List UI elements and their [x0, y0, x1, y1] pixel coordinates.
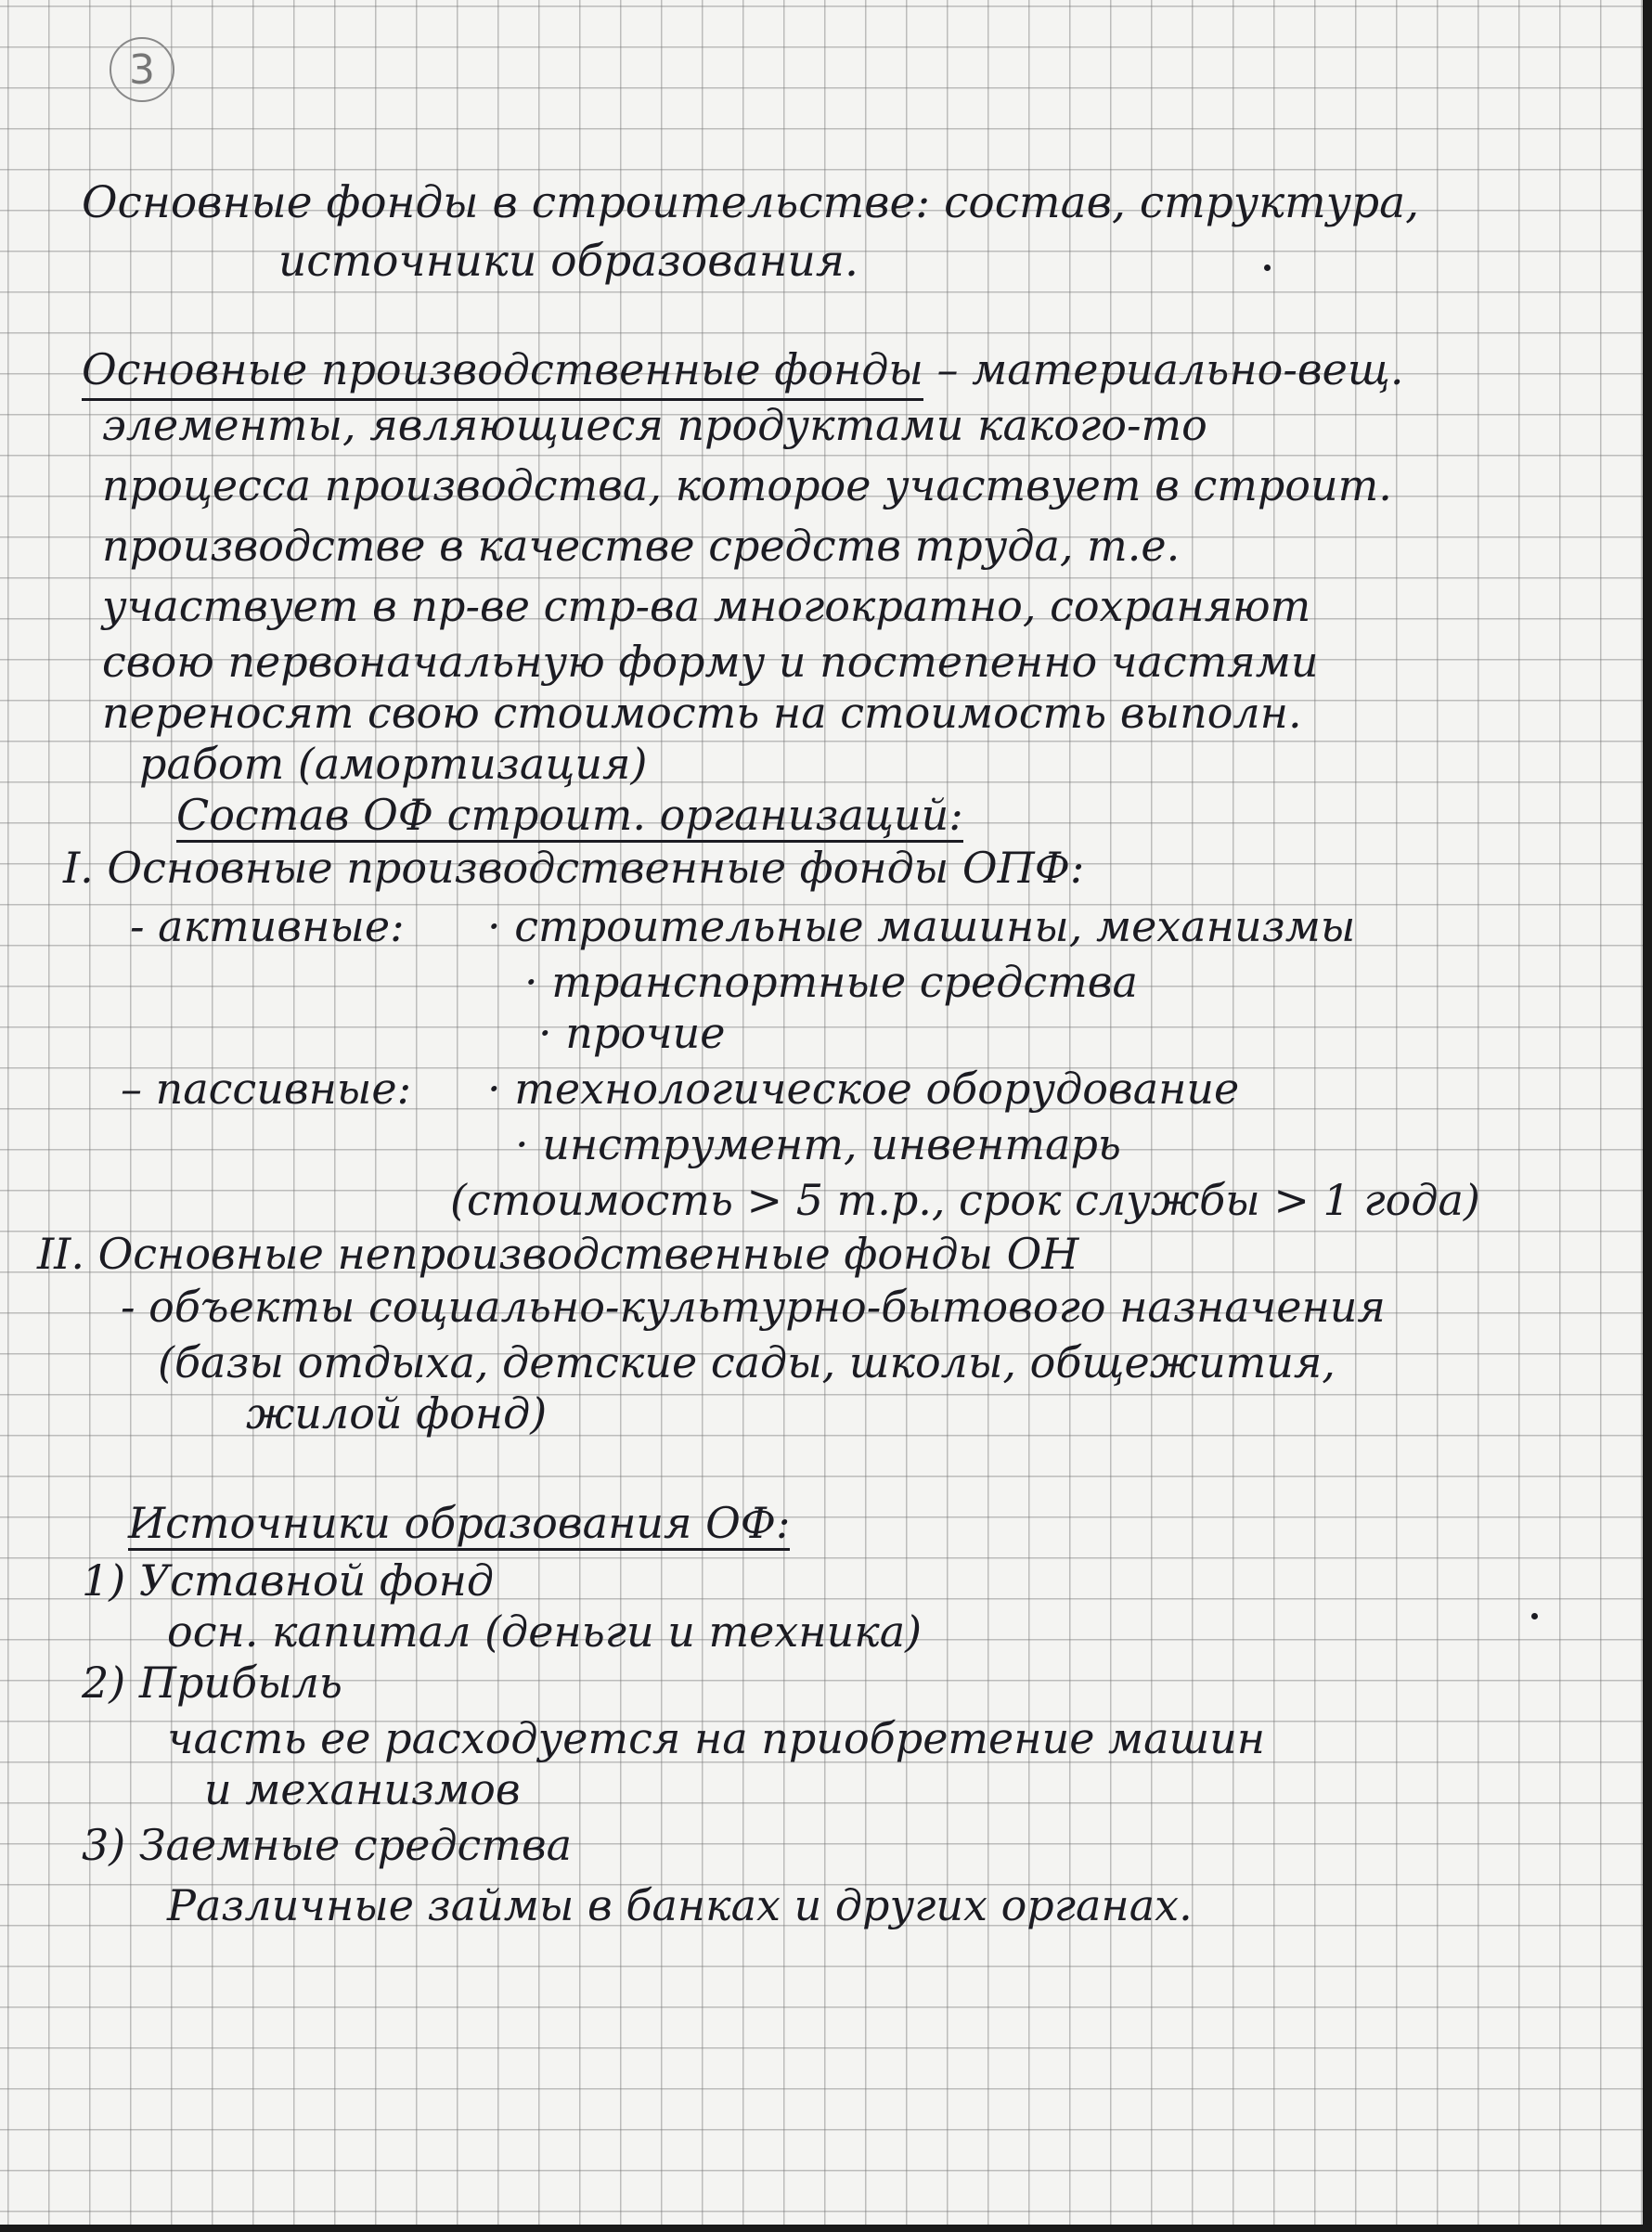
passive-item-0: · технологическое оборудование — [487, 1064, 1240, 1114]
definition-line-1: элементы, являющиеся продуктами какого-то — [102, 400, 1207, 450]
source-1-desc: осн. капитал (деньги и техника) — [167, 1606, 923, 1657]
definition-first-line — [82, 344, 1404, 394]
ink-dot — [1531, 1613, 1538, 1619]
source-2-title: 2) Прибыль — [82, 1658, 342, 1708]
definition-line-3: производстве в качестве средств труда, т.е. — [102, 521, 1181, 571]
section1-title: I. Основные производственные фонды ОПФ: — [63, 843, 1085, 893]
source-3-title: 3) Заемные средства — [82, 1820, 573, 1870]
ink-dot — [1264, 264, 1271, 271]
title-line-1: Основные фонды в строительстве: состав, структура, — [82, 177, 1420, 228]
active-item-1: · транспортные средства — [524, 957, 1138, 1007]
definition-line-5: свою первоначальную форму и постепенно частями — [102, 637, 1319, 687]
section2-line-1: (базы отдыха, детские сады, школы, общежития, — [158, 1337, 1336, 1387]
source-2-desc-2: и механизмов — [204, 1764, 521, 1814]
title-line-2: источники образования. — [278, 236, 858, 287]
active-item-2: · прочие — [538, 1008, 726, 1058]
definition-line-0: – материально-вещ. — [923, 344, 1404, 394]
section2-title: II. Основные непроизводственные фонды ОН — [37, 1229, 1079, 1279]
source-3-desc: Различные займы в банках и других органах. — [167, 1880, 1193, 1930]
source-1-title: 1) Уставной фонд — [82, 1555, 495, 1606]
section1-note: (стоимость > 5 т.р., срок службы > 1 года) — [450, 1175, 1480, 1225]
passive-item-1: · инструмент, инвентарь — [515, 1119, 1121, 1169]
active-item-0: · строительные машины, механизмы — [487, 901, 1356, 951]
definition-line-4: участвует в пр-ве стр-ва многократно, сохраняют — [102, 581, 1311, 631]
definition-line-2: процесса производства, которое участвует в строит. — [102, 460, 1392, 510]
passive-label: – пассивные: — [121, 1064, 412, 1114]
source-2-desc: часть ее расходуется на приобретение машин — [167, 1713, 1266, 1763]
active-label: - активные: — [130, 901, 405, 951]
definition-line-6: переносят свою стоимость на стоимость выполн. — [102, 688, 1302, 738]
section2-line-0: - объекты социально-культурно-бытового назначения — [121, 1282, 1386, 1332]
sources-heading: Источники образования ОФ: — [128, 1502, 790, 1551]
definition-term: Основные производственные фонды — [82, 344, 923, 401]
page-number: 3 — [110, 37, 174, 102]
composition-heading: Состав ОФ строит. организаций: — [176, 793, 963, 843]
section2-line-2: жилой фонд) — [246, 1388, 548, 1439]
definition-line-7: работ (амортизация) — [139, 739, 648, 789]
